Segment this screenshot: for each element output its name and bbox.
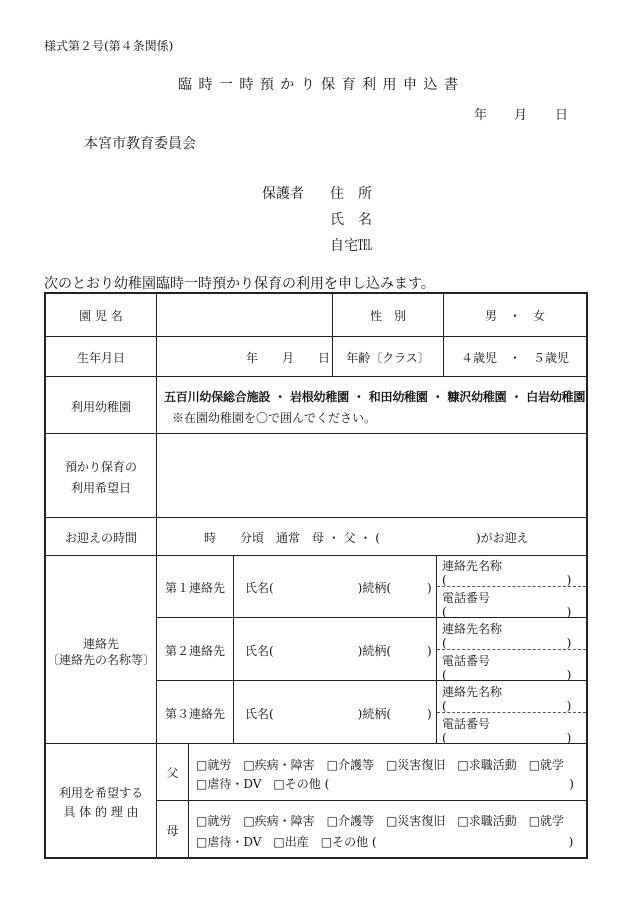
reason-mother-options-2[interactable]: □虐待・DV □出産 □その他 ( ) — [196, 835, 574, 849]
kindergarten-list[interactable]: 五百川幼保総合施設 ・ 岩根幼稚園 ・ 和田幼稚園 ・ 糠沢幼稚園 ・ 白岩幼稚園 — [164, 390, 586, 404]
guardian-phone-label: 自宅℡ — [330, 238, 372, 254]
contact-2-tel-field[interactable]: ( ) — [442, 668, 572, 682]
reason-mother-label: 母 — [166, 824, 179, 838]
reason-father-options-2[interactable]: □虐待・DV □その他 ( ) — [196, 777, 574, 791]
pickup-time-field[interactable]: 時 分頃 通常 母 ・ 父 ・ ( )がお迎え — [204, 531, 529, 545]
gender-label: 性 別 — [369, 309, 406, 323]
reason-father-options-1[interactable]: □就労 □疾病・障害 □介護等 □災害復旧 □求職活動 □就学 — [196, 758, 565, 772]
child-name-label: 園 児 名 — [79, 309, 123, 323]
contacts-label-2: 〔連絡先の名称等〕 — [46, 653, 155, 667]
contact-2-org-label: 連絡先名称 — [442, 622, 503, 636]
contact-3-label: 第３連絡先 — [164, 707, 225, 721]
kindergarten-note: ※在園幼稚園を〇で囲んでください。 — [172, 411, 377, 425]
contact-2-name-relation[interactable]: 氏名( )続柄( ) — [245, 644, 432, 658]
reason-mother-options-1[interactable]: □就労 □疾病・障害 □介護等 □災害復旧 □求職活動 □就学 — [196, 814, 565, 828]
contact-3-tel-label: 電話番号 — [442, 717, 491, 731]
contact-1-org-field[interactable]: ( ) — [442, 573, 572, 587]
form-number: 様式第２号(第４条関係) — [44, 39, 174, 53]
child-name-field[interactable] — [158, 296, 330, 334]
contact-3-org-field[interactable]: ( ) — [442, 699, 572, 713]
intro-text: 次のとおり幼稚園臨時一時預かり保育の利用を申し込みます。 — [44, 276, 435, 292]
contact-2-tel-label: 電話番号 — [442, 654, 491, 668]
contact-1-label: 第１連絡先 — [164, 581, 225, 595]
date-month[interactable]: 月 — [514, 108, 528, 123]
addressee: 本宮市教育委員会 — [84, 136, 196, 152]
contact-3-name-relation[interactable]: 氏名( )続柄( ) — [245, 707, 432, 721]
contact-1-name-relation[interactable]: 氏名( )続柄( ) — [245, 581, 432, 595]
contacts-label-1: 連絡先 — [82, 637, 119, 651]
form-title: 臨 時 一 時 預 か り 保 育 利 用 申 込 書 — [178, 77, 459, 93]
reason-father-label: 父 — [166, 766, 179, 780]
requested-dates-label-2: 利用希望日 — [70, 481, 131, 495]
contact-1-tel-field[interactable]: ( ) — [442, 605, 572, 619]
kindergarten-label: 利用幼稚園 — [70, 400, 131, 414]
date-day[interactable]: 日 — [555, 108, 569, 123]
reasons-label-1: 利用を希望する — [58, 786, 143, 800]
guardian-address-label: 住 所 — [330, 186, 372, 202]
contact-3-tel-field[interactable]: ( ) — [442, 731, 572, 745]
date-year[interactable]: 年 — [474, 108, 488, 123]
reasons-label-2: 具 体 的 理 由 — [63, 805, 139, 819]
contact-3-org-label: 連絡先名称 — [442, 685, 503, 699]
age-label: 年齢〔クラス〕 — [346, 351, 430, 365]
requested-dates-field[interactable] — [158, 436, 584, 515]
pickup-time-label: お迎えの時間 — [64, 531, 137, 545]
requested-dates-label-1: 預かり保育の — [64, 460, 137, 474]
gender-options[interactable]: 男 ・ 女 — [484, 309, 545, 323]
contact-2-org-field[interactable]: ( ) — [442, 636, 572, 650]
contact-1-org-label: 連絡先名称 — [442, 559, 503, 573]
contact-2-label: 第２連絡先 — [164, 644, 225, 658]
guardian-name-label: 氏 名 — [330, 212, 372, 228]
guardian-label: 保護者 — [262, 186, 304, 202]
contact-1-tel-label: 電話番号 — [442, 591, 491, 605]
birthdate-field[interactable]: 年 月 日 — [246, 351, 331, 365]
age-options[interactable]: ４歳児 ・ ５歳児 — [460, 351, 569, 365]
birthdate-label: 生年月日 — [76, 351, 125, 365]
